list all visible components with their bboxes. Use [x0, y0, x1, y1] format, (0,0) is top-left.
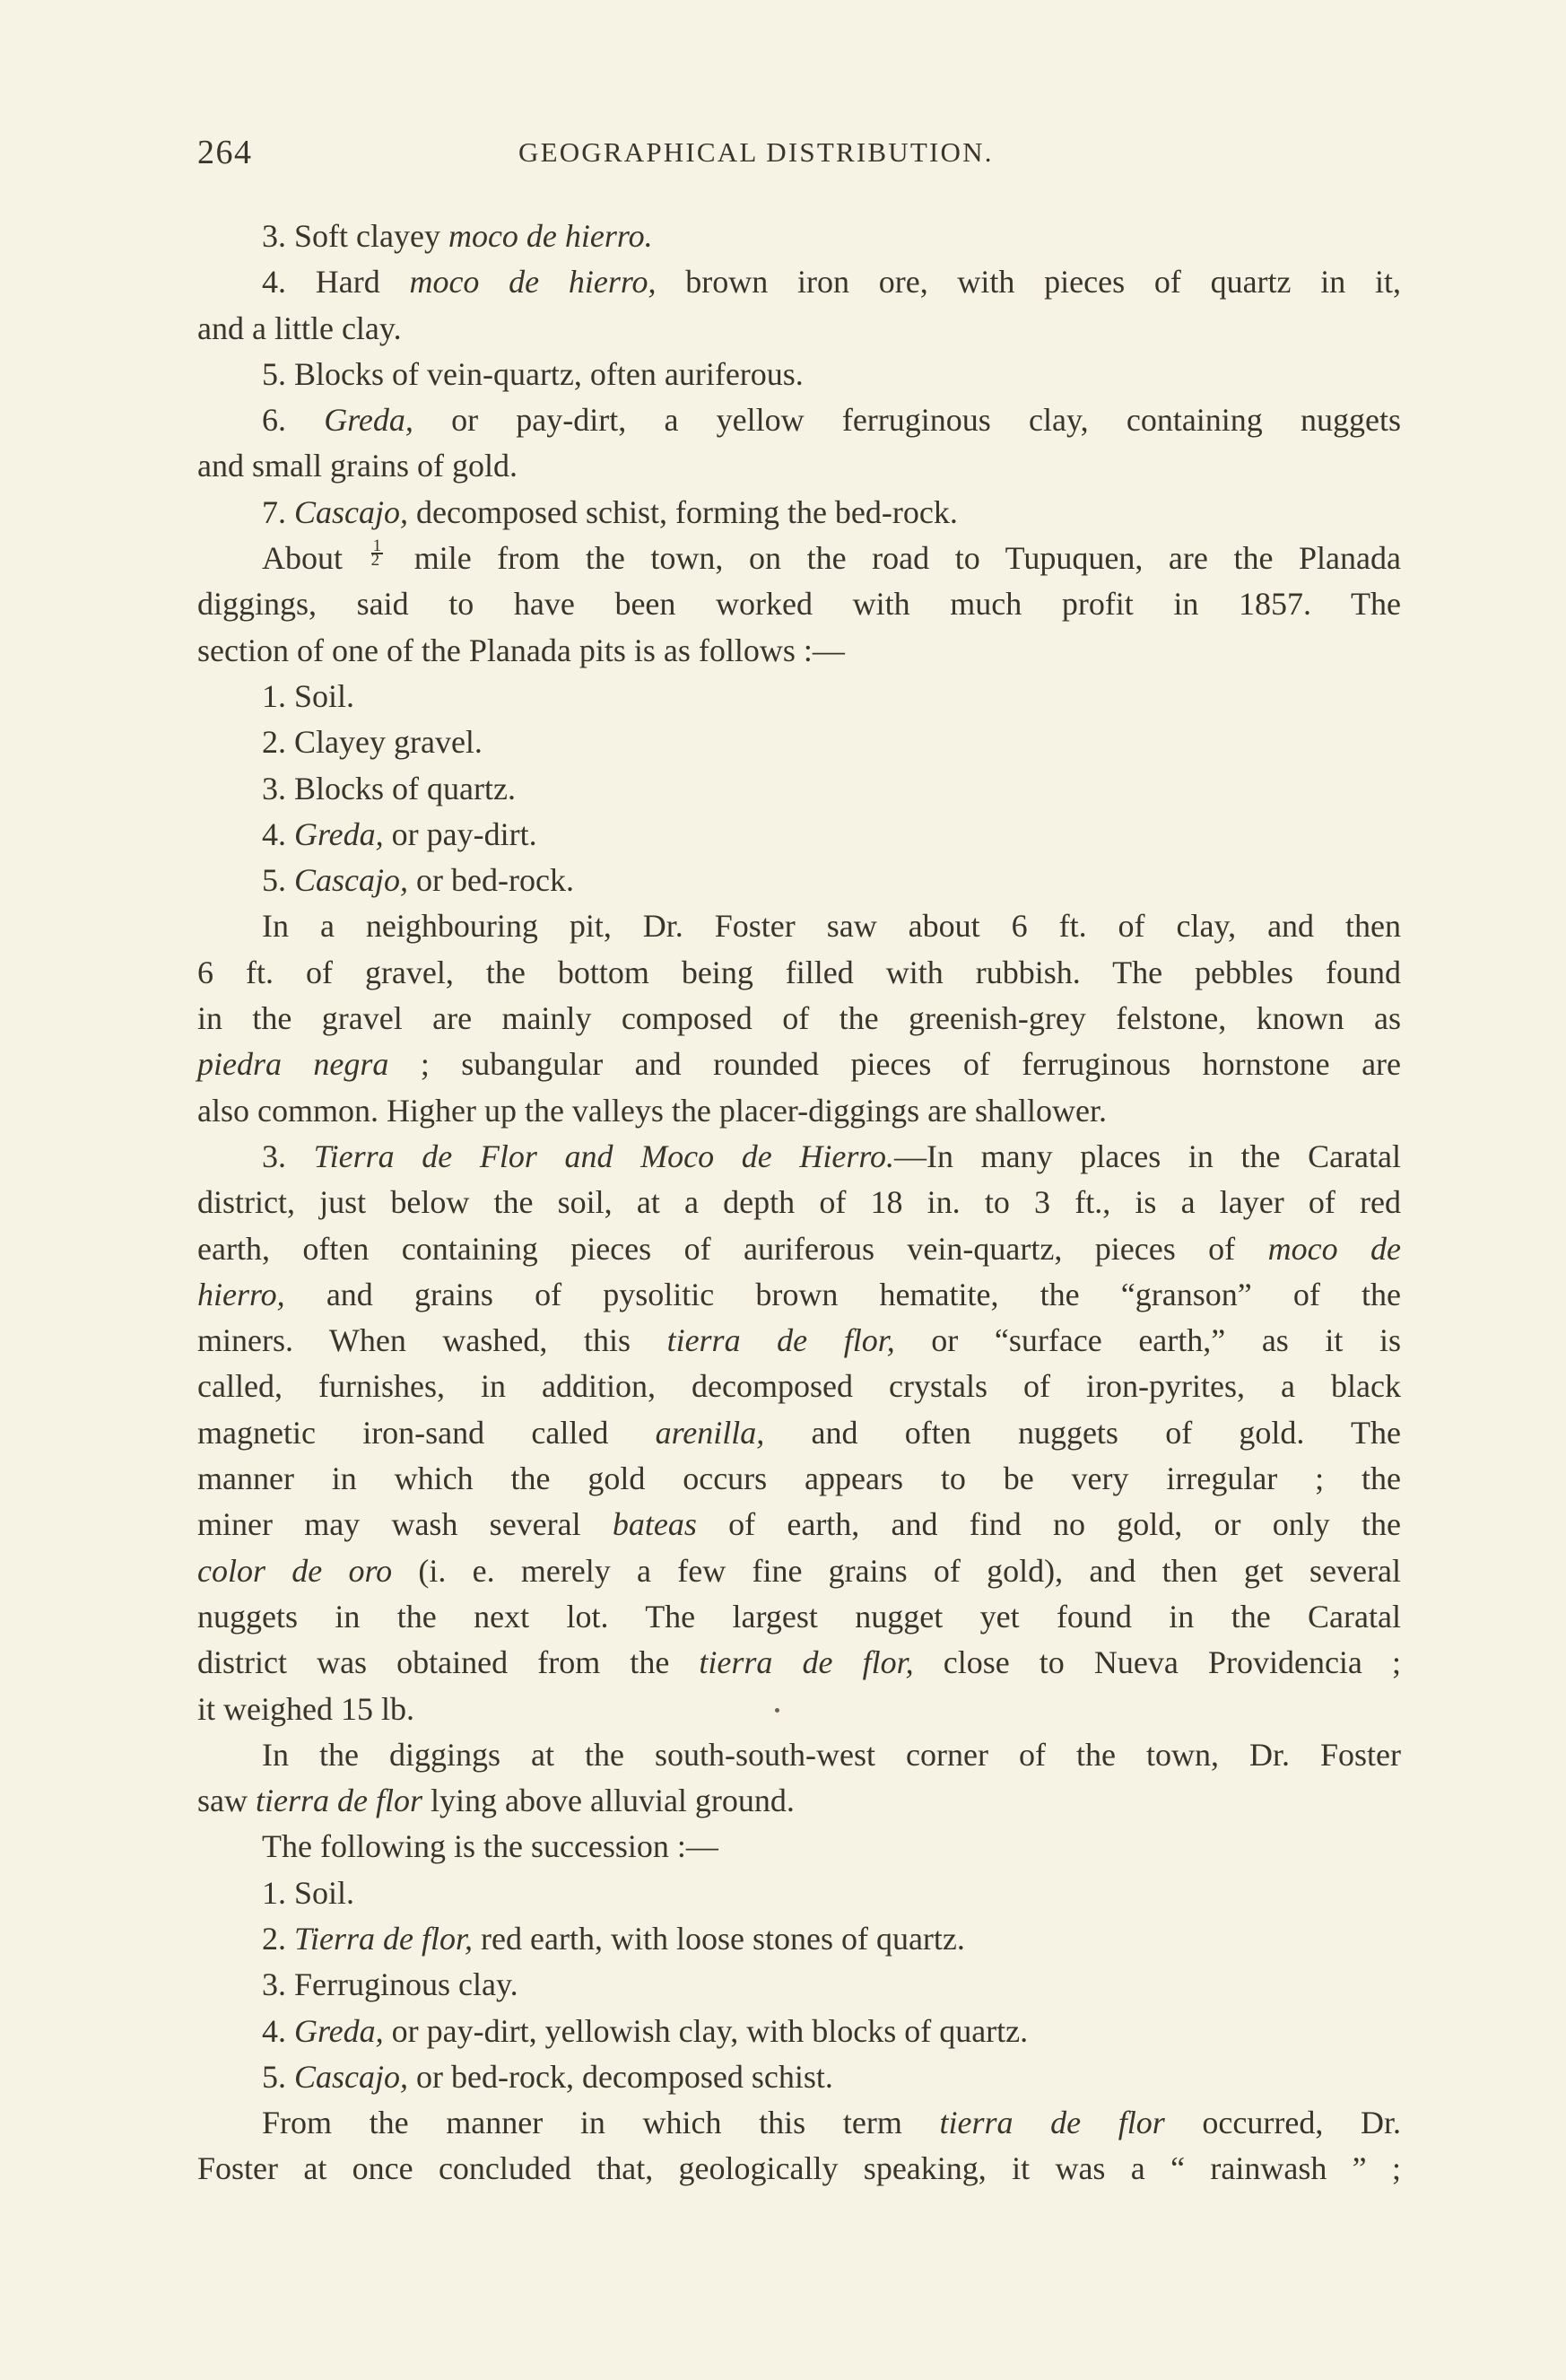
paragraph-line — [197, 1548, 1401, 1594]
list-item-continuation: and small grains of gold. — [197, 448, 518, 484]
body-text — [197, 214, 1401, 2193]
text-run: —In many places in the Caratal — [894, 1138, 1402, 1174]
italic-term: bateas — [612, 1506, 697, 1543]
paragraph-line — [197, 950, 1401, 996]
text-run: 6 ft. of gravel, the bottom being filled with rubbish. The pebbles found — [197, 954, 1401, 990]
paragraph-line — [197, 1088, 1401, 1134]
list-item: 7. Cascajo, decomposed schist, forming the bed-rock. — [262, 493, 958, 530]
fraction-one-half — [370, 536, 384, 571]
text-run: district, just below the soil, at a depth of 18 in. to 3 ft., is a layer of red — [197, 1184, 1401, 1221]
text-run: In a neighbouring pit, Dr. Foster saw about 6 ft. of clay, and then — [262, 908, 1401, 945]
text-run: in the gravel are mainly composed of the greenish-grey felstone, known as — [197, 1000, 1401, 1037]
running-title: GEOGRAPHICAL DISTRIBUTION. — [518, 136, 994, 168]
text-run: magnetic iron-sand called — [197, 1414, 656, 1451]
italic-term: Cascajo, — [294, 493, 409, 530]
list-item — [197, 1916, 1401, 1962]
text-run: and grains of pysolitic brown hematite, the “granson” of the — [284, 1276, 1401, 1312]
planada-list — [197, 674, 1401, 903]
text-run: In the diggings at the south-south-west corner of the town, Dr. Foster — [262, 1736, 1401, 1773]
text-run: district was obtained from the — [197, 1644, 700, 1681]
text-run: or “surface earth,” as it is — [894, 1322, 1401, 1359]
list-item — [197, 674, 1401, 719]
text-run: Clayey gravel. — [294, 724, 483, 761]
item-number: 5. — [262, 2058, 286, 2095]
text-run: lying above alluvial ground. — [422, 1783, 795, 1819]
item-text — [294, 1921, 965, 1957]
text-run: or pay-dirt, a yellow ferruginous clay, containing nuggets — [413, 402, 1402, 439]
text-run: Foster at once concluded that, geologically speaking, it was a “ rainwash ” ; — [197, 2150, 1401, 2187]
list-item — [197, 1870, 1401, 1916]
italic-term: tierra de flor — [256, 1783, 422, 1819]
text-run: earth, often containing pieces of auriferous vein-quartz, pieces of — [197, 1230, 1268, 1267]
italic-term: arenilla, — [655, 1414, 765, 1451]
list-item: 4. Hard moco de hierro, brown iron ore, with pieces of quartz in it, — [262, 264, 1402, 301]
paragraph-line — [197, 903, 1401, 949]
italic-term: moco de hierro, — [409, 264, 657, 301]
item-text — [294, 2013, 1028, 2049]
text-run: brown iron ore, with pieces of quartz in it, — [656, 264, 1402, 301]
italic-term: Cascajo, — [294, 862, 409, 899]
paragraph-line: About $\frac{1}{2}$ mile from the town, on the road to Tupuquen, are the Planada — [262, 536, 1401, 577]
italic-term: Tierra de Flor and Moco de Hierro. — [313, 1138, 895, 1174]
paragraph-line — [197, 1502, 1401, 1547]
text-run: 3. — [262, 1138, 314, 1174]
text-run: red earth, with loose stones of quartz. — [473, 1920, 965, 1957]
paragraph-line — [197, 1640, 1401, 1686]
paragraph-line — [197, 2146, 1401, 2192]
item-text — [294, 771, 516, 806]
italic-term: Greda, — [294, 2012, 384, 2049]
italic-term: moco de hierro. — [448, 218, 653, 254]
text-run: and often nuggets of gold. The — [764, 1414, 1401, 1451]
item-number: 1. — [262, 1874, 286, 1911]
paragraph-line — [197, 2100, 1401, 2146]
list-item — [197, 719, 1401, 765]
italic-term: Cascajo, — [294, 2058, 409, 2095]
final-paragraph — [197, 2100, 1401, 2193]
text-run: Soil. — [294, 1874, 355, 1911]
paragraph-line — [197, 1410, 1401, 1456]
text-run: Blocks of vein-quartz, often auriferous. — [294, 355, 804, 392]
paragraph-line — [197, 1042, 1401, 1087]
text-run: or bed-rock, decomposed schist. — [408, 2058, 833, 2095]
page-number: 264 — [197, 134, 253, 171]
fraction-denominator: 2 — [370, 551, 380, 571]
text-run: or pay-dirt, yellowish clay, with blocks of quartz. — [383, 2012, 1029, 2049]
item-text — [294, 218, 653, 254]
item-text — [324, 402, 1401, 438]
list-item: 5. Blocks of vein-quartz, often auriferous. — [262, 355, 804, 392]
text-run: called, furnishes, in addition, decomposed crystals of iron-pyrites, a black — [197, 1368, 1401, 1405]
paragraph-line — [197, 1732, 1401, 1778]
item-text — [294, 1966, 518, 2002]
text-run: manner in which the gold occurs appears to be very irregular ; the — [197, 1460, 1401, 1497]
italic-term: Greda, — [324, 402, 413, 439]
text-run: Blocks of quartz. — [294, 770, 516, 806]
italic-term: hierro, — [197, 1276, 285, 1312]
item-number: 3. — [262, 770, 286, 806]
paragraph-line — [197, 1687, 1401, 1732]
paragraph-line — [197, 1226, 1401, 1272]
paragraph-line — [197, 1318, 1401, 1364]
paragraph-line — [197, 1456, 1401, 1502]
item-text — [294, 494, 958, 530]
text-run: (i. e. merely a few fine grains of gold), and then get several — [392, 1552, 1401, 1589]
text-run: ; subangular and rounded pieces of ferruginous hornstone are — [388, 1046, 1402, 1083]
item-number: 1. — [262, 677, 286, 714]
item-text — [294, 2059, 833, 2095]
diggings-paragraph — [197, 1732, 1401, 1825]
tierra-de-flor-paragraph — [197, 1134, 1401, 1732]
text-run: miner may wash several — [197, 1506, 613, 1543]
text-run: nuggets in the next lot. The largest nugget yet found in the Caratal — [197, 1598, 1401, 1635]
list-item — [197, 766, 1401, 812]
list-item: 6. Greda, or pay-dirt, a yellow ferruginous clay, containing nuggets — [262, 402, 1402, 439]
first-list — [197, 214, 1401, 536]
list-item — [197, 858, 1401, 903]
text-run: or bed-rock. — [408, 862, 574, 899]
list-item: 3. Soft clayey moco de hierro. — [262, 218, 653, 254]
item-number: 4. — [262, 815, 286, 852]
paragraph-line: section of one of the Planada pits is as follows :— — [197, 632, 845, 668]
item-number: 4. — [262, 2012, 286, 2049]
italic-term: tierra de flor, — [699, 1644, 914, 1681]
text-run: or pay-dirt. — [383, 815, 537, 852]
list-item — [197, 1962, 1401, 2008]
paragraph-line — [197, 1272, 1401, 1318]
item-number: 2. — [262, 724, 286, 761]
paragraph-line — [197, 1134, 1401, 1180]
paragraph-line — [197, 1364, 1401, 1409]
item-text — [294, 862, 574, 898]
text-run: of earth, and find no gold, or only the — [696, 1506, 1401, 1543]
text-run: Soil. — [294, 677, 355, 714]
paragraph-line — [197, 1594, 1401, 1640]
italic-term: Greda, — [294, 815, 384, 852]
text-run: miners. When washed, this — [197, 1322, 667, 1359]
print-speck — [775, 1708, 779, 1713]
italic-term: piedra negra — [197, 1046, 389, 1083]
text-run: Ferruginous clay. — [294, 1966, 518, 2003]
item-number: 3. — [262, 1966, 286, 2003]
succession-list — [197, 1870, 1401, 2100]
item-text — [294, 1875, 354, 1911]
paragraph-line — [197, 996, 1401, 1042]
text-run: Soft clayey — [294, 218, 448, 254]
text-run: saw — [197, 1783, 256, 1819]
text-run: it weighed 15 lb. — [197, 1690, 414, 1727]
list-item-continuation: and a little clay. — [197, 309, 402, 346]
text-run: also common. Higher up the valleys the placer-diggings are shallower. — [197, 1092, 1107, 1129]
item-text — [294, 356, 804, 392]
paragraph-line — [197, 1180, 1401, 1225]
paragraph-line — [197, 1778, 1401, 1824]
italic-term: Tierra de flor, — [294, 1920, 474, 1957]
item-number: 5. — [262, 862, 286, 899]
text-run: occurred, Dr. — [1164, 2105, 1401, 2141]
text-run: close to Nueva Providencia ; — [913, 1644, 1402, 1681]
neighbouring-pit-paragraph — [197, 903, 1401, 1133]
list-item — [197, 2009, 1401, 2054]
item-number: 2. — [262, 1920, 286, 1957]
item-text — [294, 678, 354, 714]
succession-intro: The following is the succession :— — [262, 1828, 718, 1865]
text-run: decomposed schist, forming the bed-rock. — [408, 493, 958, 530]
list-item — [197, 812, 1401, 858]
paragraph-line: diggings, said to have been worked with much profit in 1857. The — [197, 586, 1401, 623]
list-item — [197, 2054, 1401, 2100]
fraction-numerator: 1 — [372, 536, 382, 556]
item-text — [316, 264, 1401, 300]
text-run: From the manner in which this term — [262, 2105, 940, 2141]
italic-term: tierra de flor — [939, 2105, 1165, 2141]
text-run: Hard — [315, 264, 410, 301]
item-text — [294, 816, 537, 852]
item-text — [294, 724, 483, 760]
italic-term: tierra de flor, — [666, 1322, 895, 1359]
planada-paragraph — [197, 536, 1401, 674]
italic-term: moco de — [1267, 1230, 1401, 1267]
italic-term: color de oro — [197, 1552, 393, 1589]
page-header — [197, 133, 1399, 178]
